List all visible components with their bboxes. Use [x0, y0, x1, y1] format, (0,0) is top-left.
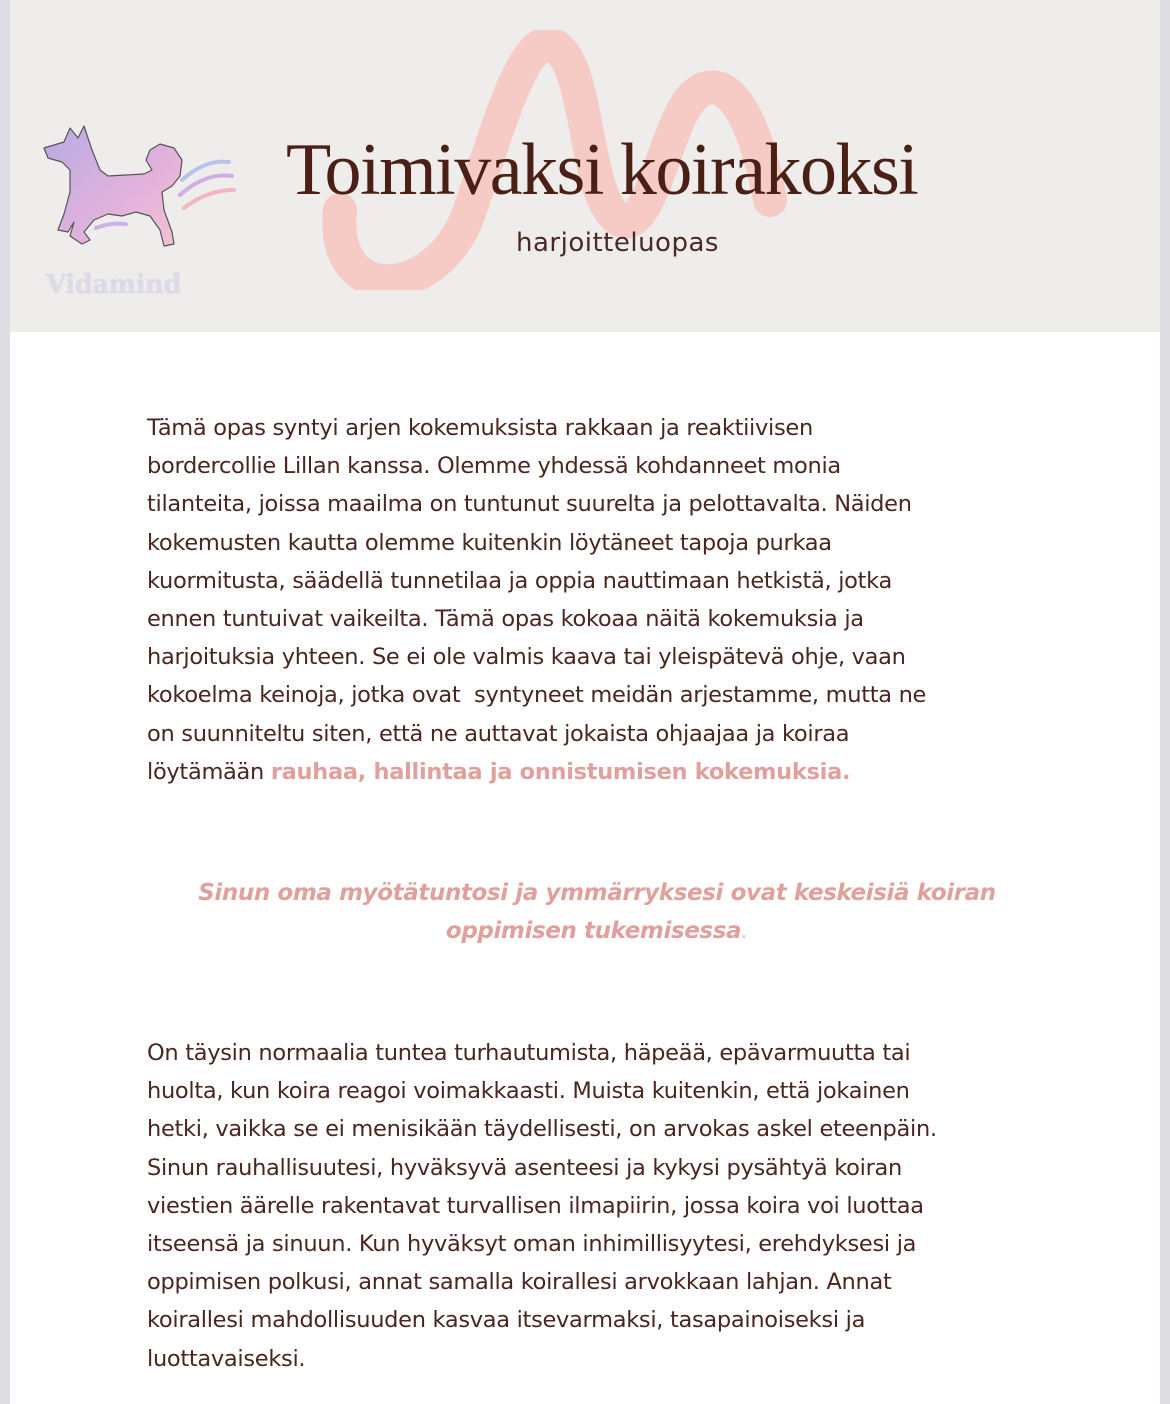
body-line: luottavaiseksi.: [147, 1345, 306, 1372]
intro-highlight: rauhaa, hallintaa ja onnistumisen kokemuksia.: [270, 758, 851, 785]
quote-line-last: [147, 912, 1047, 950]
intro-line: Tämä opas syntyi arjen kokemuksista rakkaan ja reaktiivisen: [147, 415, 813, 441]
body-line: viestien äärelle rakentavat turvallisen ilmapiirin, jossa koira voi luottaa: [147, 1192, 924, 1219]
body-line: koirallesi mahdollisuuden kasvaa itsevarmaksi, tasapainoiseksi ja: [147, 1307, 866, 1334]
body-line: Sinun rauhallisuutesi, hyväksyvä asenteesi ja kykysi pysähtyä koiran: [147, 1154, 902, 1181]
body-line: huolta, kun koira reagoi voimakkaasti. Muista kuitenkin, että jokainen: [147, 1078, 910, 1105]
body-line: itseensä ja sinuun. Kun hyväksyt oman inhimillisyytesi, erehdyksesi ja: [147, 1231, 917, 1258]
intro-line-last: [147, 753, 1027, 791]
dog-icon: [34, 120, 244, 260]
intro-last-prefix: löytämään: [147, 758, 271, 785]
document-page: [10, 0, 1160, 1404]
body-paragraph: [147, 1034, 1027, 1378]
intro-line: tilanteita, joissa maailma on tuntunut suurelta ja pelottavalta. Näiden: [147, 491, 912, 518]
body-line: On täysin normaalia tuntea turhautumista, häpeää, epävarmuutta tai: [147, 1040, 911, 1066]
intro-line: kuormitusta, säädellä tunnetilaa ja oppia nauttimaan hetkistä, jotka: [147, 567, 892, 594]
body-line: hetki, vaikka se ei menisikään täydellisesti, on arvokas askel eteenpäin.: [147, 1116, 937, 1143]
quote-line-text: oppimisen tukemisessa: [445, 918, 742, 944]
quote-line: Sinun oma myötätuntosi ja ymmärryksesi ovat keskeisiä koiran: [198, 880, 996, 906]
quote-period: .: [741, 918, 749, 944]
intro-line: ennen tuntuivat vaikeilta. Tämä opas kokoaa näitä kokemuksia ja: [147, 606, 864, 633]
intro-line: bordercollie Lillan kanssa. Olemme yhdessä kohdanneet monia: [147, 453, 841, 480]
intro-line: harjoituksia yhteen. Se ei ole valmis kaava tai yleispätevä ohje, vaan: [147, 644, 906, 671]
intro-paragraph: [147, 409, 1027, 791]
brand-logo-text: Vidamind: [46, 270, 182, 300]
body-line: oppimisen polkusi, annat samalla koirallesi arvokkaan lahjan. Annat: [147, 1269, 892, 1296]
page-title: Toimivaksi koirakoksi: [286, 129, 918, 211]
intro-line: kokoelma keinoja, jotka ovat syntyneet meidän arjestamme, mutta ne: [147, 682, 927, 709]
cover-header: [10, 0, 1160, 332]
intro-line: kokemusten kautta olemme kuitenkin löytäneet tapoja purkaa: [147, 529, 832, 556]
pull-quote: [147, 874, 1047, 950]
page-subtitle: harjoitteluopas: [516, 228, 719, 258]
intro-line: on suunniteltu siten, että ne auttavat jokaista ohjaajaa ja koiraa: [147, 720, 850, 747]
